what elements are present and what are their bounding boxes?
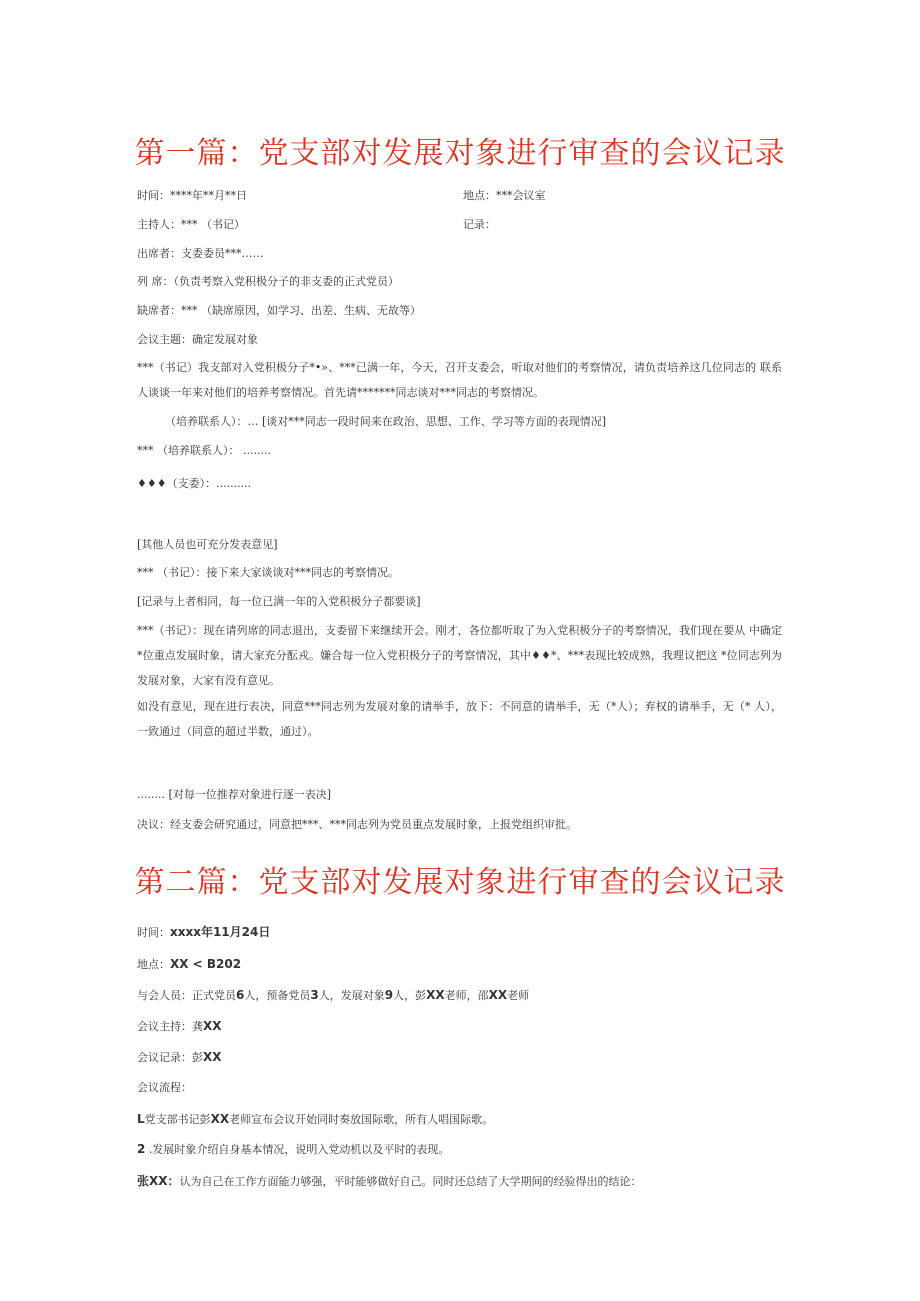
- participants-name: XX: [426, 988, 445, 1002]
- part2-place: [137, 957, 241, 972]
- meeting-recorder: 记录：: [463, 218, 496, 231]
- part2-place-label: 地点：: [137, 958, 170, 971]
- participants-count-probationary: 3: [310, 988, 319, 1002]
- participants-count-candidates: 9: [384, 988, 394, 1002]
- speaker-statement: [137, 1174, 642, 1189]
- part2-host-value: XX: [203, 1019, 222, 1033]
- process-step-2: [137, 1142, 449, 1157]
- meeting-observers: 列 席：（负责考察入党积极分子的非支委的正式党员）: [137, 275, 399, 288]
- participants-count-official: 6: [236, 988, 245, 1002]
- part1-title: 第一篇：党支部对发展对象进行审查的会议记录: [134, 136, 786, 171]
- part2-participants: [137, 988, 529, 1003]
- participants-text: 人，预备党员: [244, 989, 311, 1002]
- step-number: 2: [137, 1142, 146, 1156]
- secretary-next-line: *** （书记）：接下来大家谈谈对***同志的考察情况。: [137, 566, 399, 579]
- part2-host-label: 会议主持：龚: [137, 1020, 203, 1033]
- step-text: 老师宣布会议开始同时奏放国际歌，所有人唱国际歌。: [229, 1113, 494, 1126]
- participants-text: 老师: [507, 989, 530, 1002]
- part2-host: [137, 1019, 222, 1034]
- vote-paragraph: 如没有意见，现在进行表决，同意***同志列为发展对象的请举手，放下：不同意的请举手，无（*人）；弃权的请举手，无（* 人），一致通过（同意的超过半数，通过）。: [137, 700, 782, 738]
- meeting-attendees: 出席者：支委委员***……: [137, 247, 264, 260]
- part2-process-heading: 会议流程：: [137, 1081, 192, 1094]
- participants-text: 与会人员：正式党员: [137, 989, 236, 1002]
- others-opinion-note: [其他人员也可充分发表意见]: [137, 538, 278, 551]
- participants-name: XX: [488, 988, 508, 1002]
- part2-time-value: xxxx年11月24日: [170, 925, 271, 939]
- committee-remark-line: ♦♦♦（支委）：..........: [137, 477, 252, 490]
- part2-title: 第二篇：党支部对发展对象进行审查的会议记录: [134, 865, 786, 900]
- secretary-opening-paragraph: ***（书记）我支部对入党积极分子*•»、***已满一年，今天，召开支委会，听取对他们的考察情况，请负责培养这几位同志的 联系人谈谈一年来对他们的培养考察情况。首先请*******同志谈对***同志的考察情况。: [137, 361, 782, 399]
- step-number: L: [137, 1112, 145, 1126]
- step-text: 党支部书记彭: [144, 1113, 211, 1126]
- meeting-topic: 会议主题：确定发展对象: [137, 333, 258, 346]
- contact-report-line: （培养联系人）：… [谈对***同志一段时间来在政治、思想、工作、学习等方面的表现情况]: [165, 415, 607, 428]
- speaker-text: 认为自己在工作方面能力够强，平时能够做好自己。同时还总结了大学期间的经验得出的结论：: [179, 1175, 642, 1188]
- part2-time: [137, 925, 270, 940]
- participants-text: 人，彭: [393, 989, 427, 1002]
- meeting-time: 时间：****年**月**日: [137, 189, 247, 202]
- meeting-absentees: 缺席者：*** （缺席原因，如学习、出差、生病、无故等）: [137, 304, 421, 317]
- part2-recorder-label: 会议记录：彭: [137, 1051, 203, 1064]
- record-note: [记录与上者相同，每一位已满一年的入党积极分子都要谈]: [137, 595, 421, 608]
- step-text: .发展时象介绍自身基本情况，说明入党动机以及平时的表现。: [145, 1143, 450, 1156]
- secretary-discussion-paragraph: ***（书记）：现在请列席的同志退出，支委留下来继续开会。刚才，各位都听取了为入党积极分子的考察情况，我们现在要从 中确定*位重点发展时象，请大家充分酝戎。嫌合每一位入党积极分子的考察情况，其中♦♦*、***表现比较成熟，我理议把这 *位同志列为发展对象，大家有没有意见。: [137, 624, 782, 687]
- part2-recorder: [137, 1050, 222, 1065]
- part2-place-value: XX < B202: [170, 957, 242, 971]
- speaker-name: 张XX：: [137, 1174, 180, 1188]
- resolution-line: 决议：经支委会研究通过，同意把***、***同志列为党员重点发展时象，上报党组织审批。: [137, 818, 577, 831]
- meeting-place: 地点：***会议室: [463, 189, 546, 202]
- contact-report-line-2: *** （培养联系人）： ........: [137, 444, 271, 457]
- part2-time-label: 时间：: [137, 926, 170, 939]
- meeting-host: 主持人：*** （书记）: [137, 218, 245, 231]
- participants-text: 老师，邵: [444, 989, 489, 1002]
- participants-text: 人，发展对象: [318, 989, 385, 1002]
- step-name: XX: [210, 1112, 230, 1126]
- process-step-1: [137, 1112, 493, 1127]
- vote-each-note: ........ [对每一位推荐对象进行逐一表决]: [137, 788, 332, 801]
- part2-recorder-value: XX: [203, 1050, 222, 1064]
